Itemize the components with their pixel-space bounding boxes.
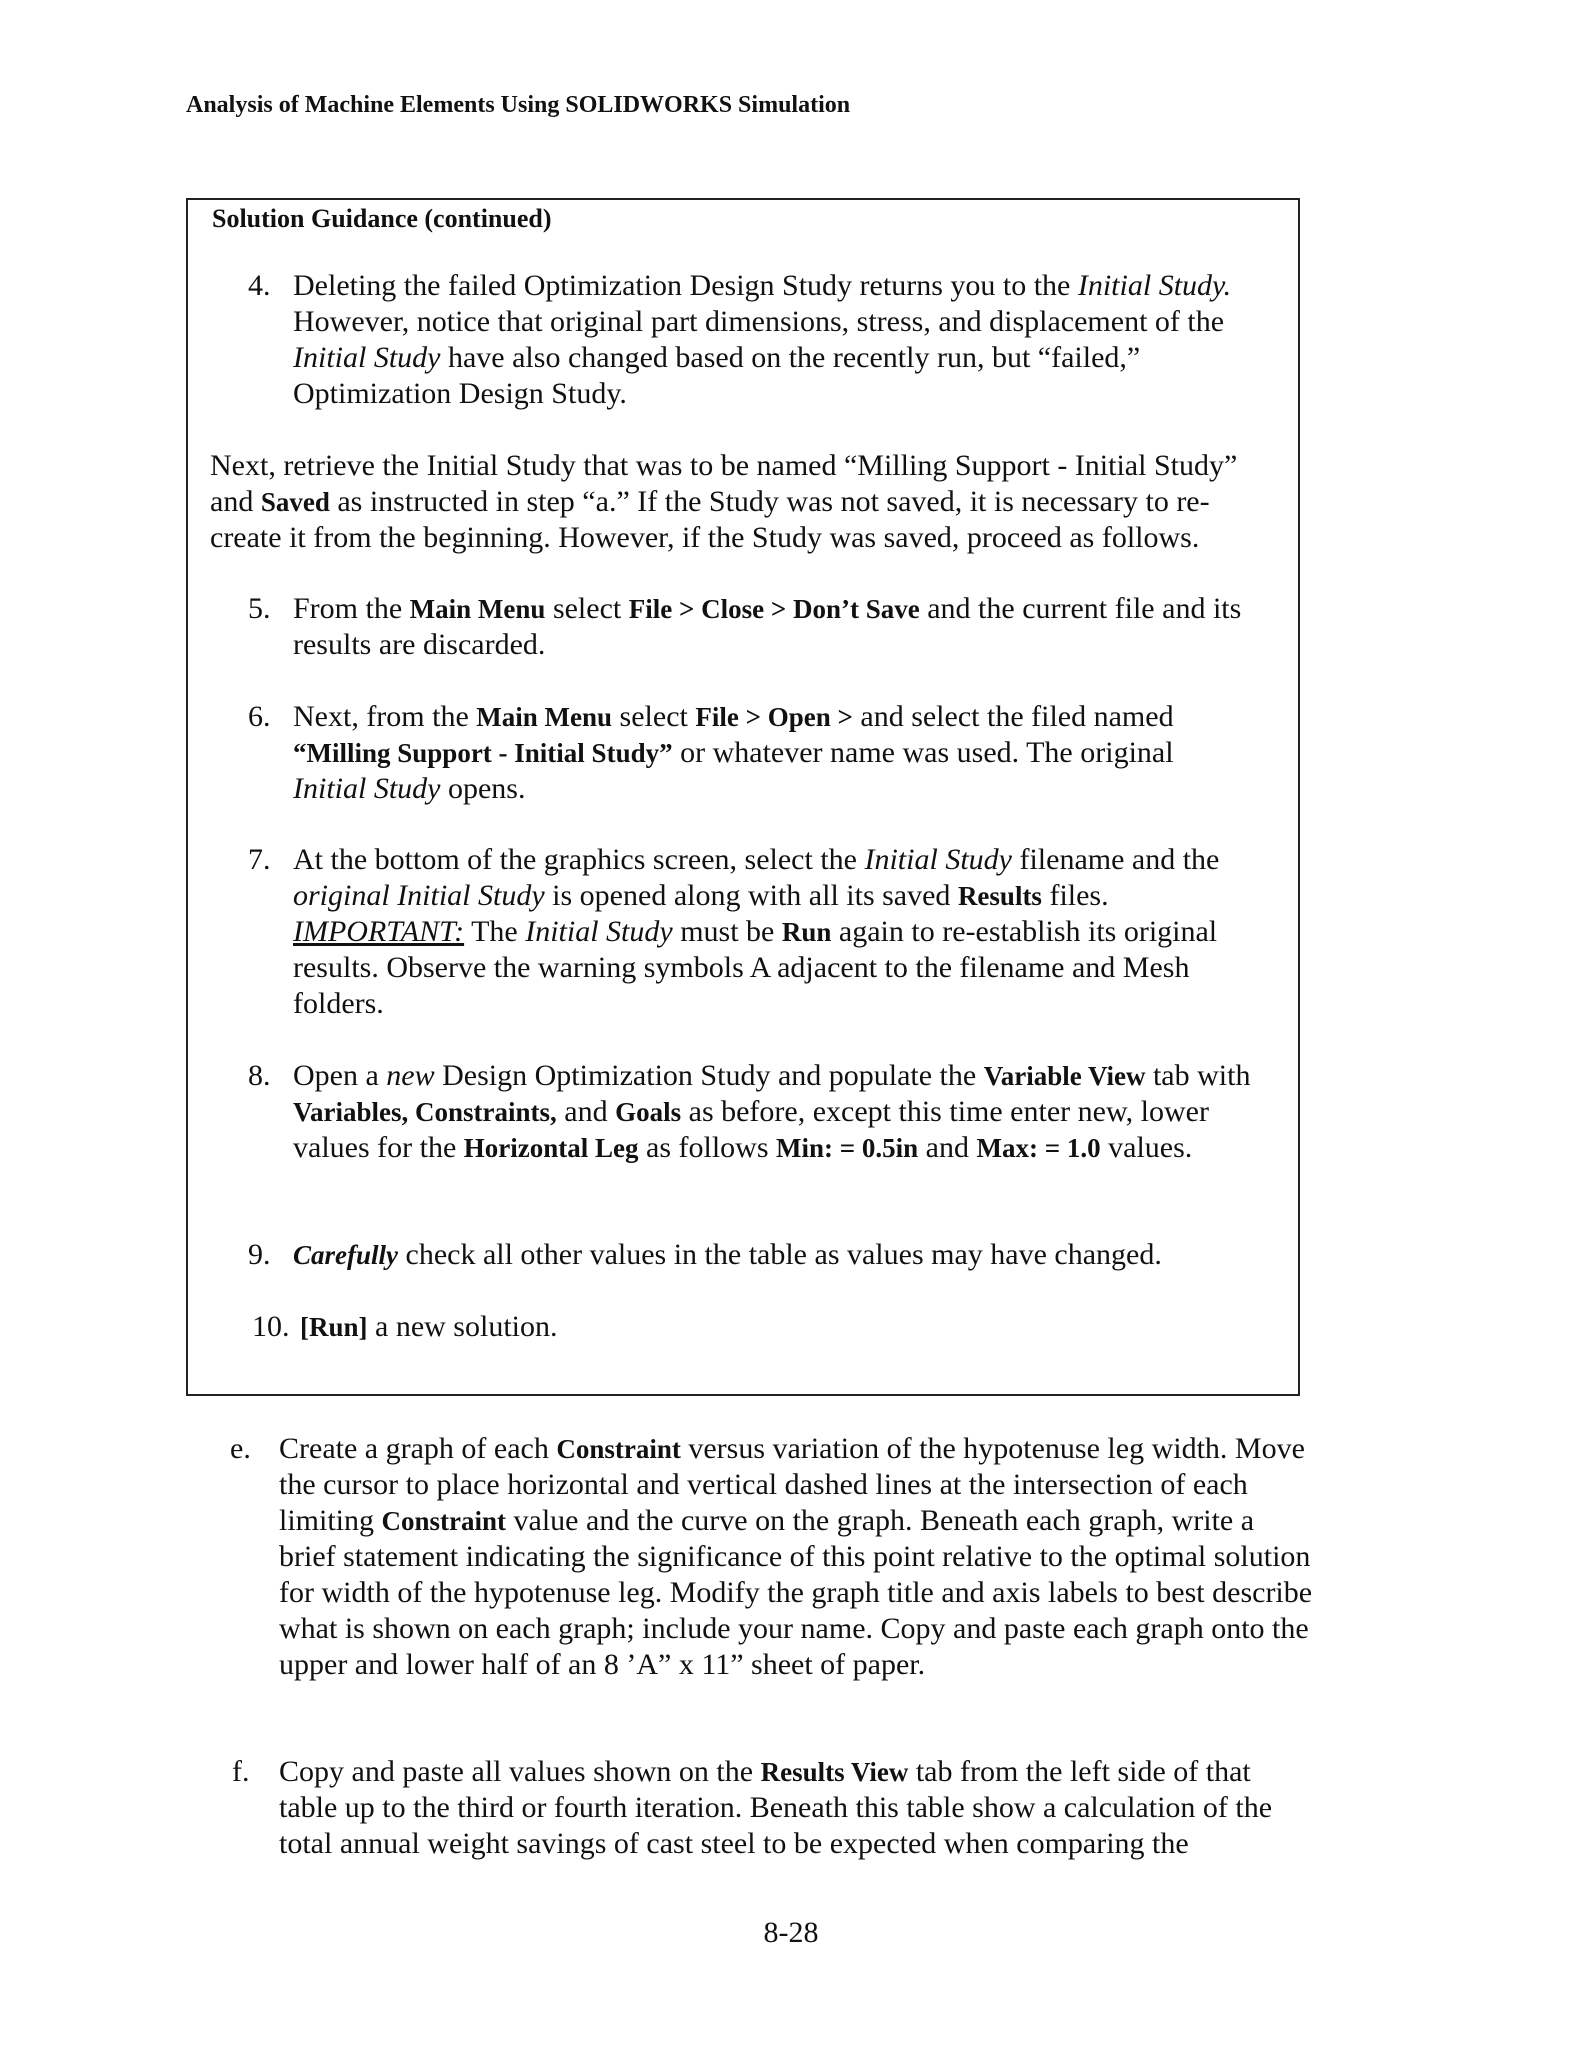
- step-6-number: 6.: [248, 700, 271, 733]
- item-f-letter: f.: [232, 1755, 250, 1788]
- step-8-number: 8.: [248, 1059, 271, 1092]
- step-4-text: Deleting the failed Optimization Design Study returns you to the Initial Study. However, notice that original part dimensions, stress, and displacement of the Initial Study have also changed based on the recently run, but “failed,” Optimization Design Study.: [293, 269, 1232, 410]
- retrieve-initial-study-paragraph: Next, retrieve the Initial Study that was to be named “Milling Support - Initial Study” and Saved as instructed in step “a.” If the Study was not saved, it is necessary to re-create it from the beginning. However, if the Study was saved, proceed as follows.: [210, 449, 1238, 554]
- solution-guidance-box: [186, 198, 1300, 1396]
- item-f-text: Copy and paste all values shown on the Results View tab from the left side of that table up to the third or fourth iteration. Beneath this table show a calculation of the total annual weight savings of cast steel to be expected when comparing the: [279, 1755, 1273, 1860]
- important-label: IMPORTANT:: [293, 915, 465, 948]
- step-4-number: 4.: [248, 269, 271, 302]
- step-7-number: 7.: [248, 843, 271, 876]
- step-7-text: At the bottom of the graphics screen, select the Initial Study filename and the original Initial Study is opened along with all its saved Results files. IMPORTANT: The Initial Study must be Run again to re-establish its original results. Observe the warning symbols A adjacent to the filename and Mesh folders.: [293, 843, 1220, 1020]
- step-9-text: Carefully check all other values in the table as values may have changed.: [293, 1238, 1162, 1271]
- item-e-letter: e.: [230, 1432, 251, 1465]
- step-10-number: 10.: [252, 1310, 290, 1343]
- step-5-number: 5.: [248, 592, 271, 625]
- item-e-text: Create a graph of each Constraint versus variation of the hypotenuse leg width. Move the cursor to place horizontal and vertical dashed lines at the intersection of each limiting Constraint value and the curve on the graph. Beneath each graph, write a brief statement indicating the significance of this point relative to the optimal solution for width of the hypotenuse leg. Modify the graph title and axis labels to best describe what is shown on each graph; include your name. Copy and paste each graph onto the upper and lower half of an 8 ’A” x 11” sheet of paper.: [279, 1432, 1313, 1681]
- step-6-text: Next, from the Main Menu select File > Open > and select the filed named “Milling Support - Initial Study” or whatever name was used. The original Initial Study opens.: [293, 700, 1174, 805]
- running-header-title: Analysis of Machine Elements Using SOLIDWORKS Simulation: [186, 92, 851, 118]
- step-8-text: Open a new Design Optimization Study and populate the Variable View tab with Variables, Constraints, and Goals as before, except this time enter new, lower values for the Horizontal Leg as follows Min: = 0.5in and Max: = 1.0 values.: [293, 1059, 1251, 1164]
- page-number: 8-28: [763, 1916, 819, 1949]
- step-5-text: From the Main Menu select File > Close > Don’t Save and the current file and its results are discarded.: [293, 592, 1242, 661]
- step-9-number: 9.: [248, 1238, 271, 1271]
- step-10-text: [Run] a new solution.: [300, 1310, 558, 1343]
- box-title: Solution Guidance (continued): [212, 204, 552, 233]
